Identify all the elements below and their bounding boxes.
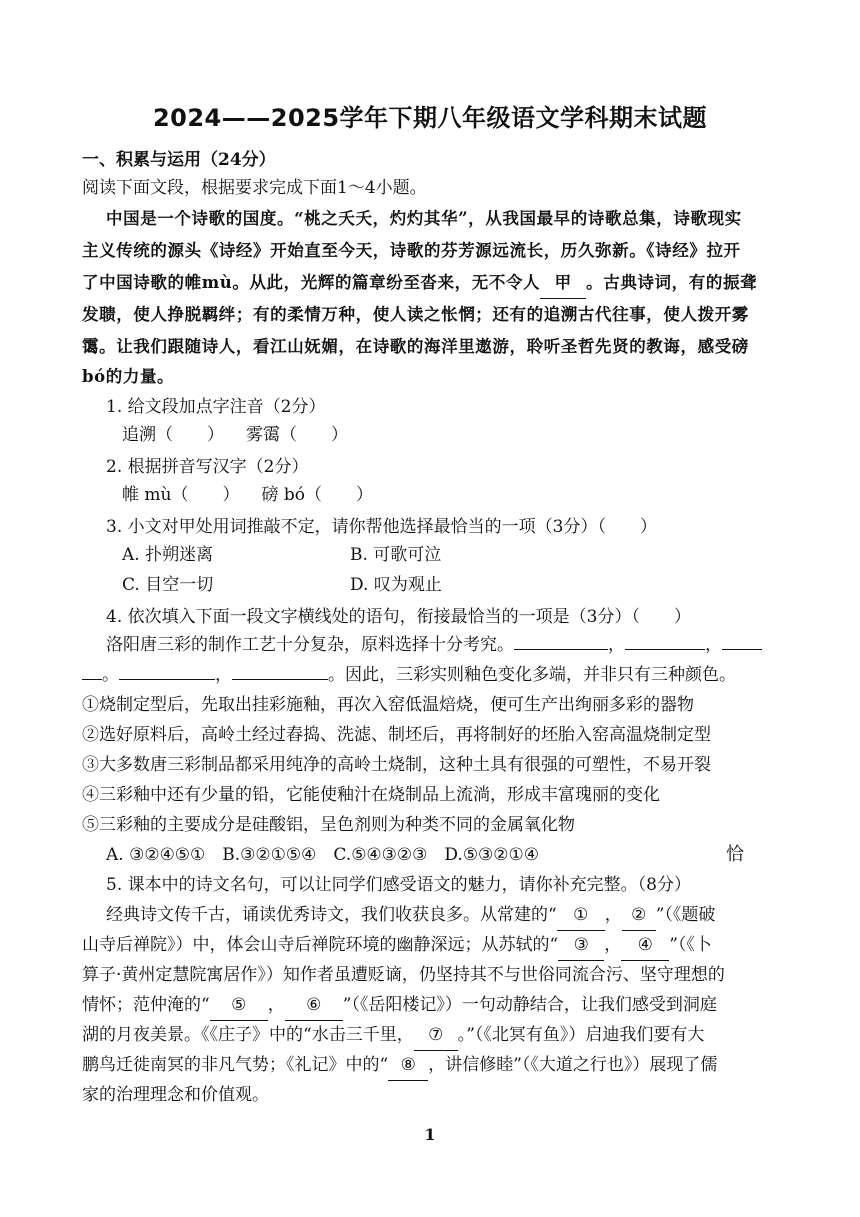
passage-line-5: 霭。让我们跟随诗人，看江山妩媚，在诗歌的海洋里遨游，聆听圣哲先贤的教诲，感受磅 — [82, 337, 749, 356]
passage-text: 。古典诗词，有的振聋 — [586, 273, 758, 292]
q4-line-2: 。 ， 。因此，三彩实则釉色变化多端，并非只有三种颜色。 — [82, 660, 736, 690]
passage-line-2: 主义传统的源头《诗经》开始直至今天，诗歌的芬芳源远流长，历久弥新。《诗经》拉开 — [82, 241, 741, 260]
q4-sentence-2: ②选好原料后，高岭土经过舂捣、洗滤、制坯后，再将制好的坯胎入窑高温烧制定型 — [82, 725, 711, 745]
exam-title: 2024——2025学年下期八年级语文学科期末试题 — [152, 104, 708, 132]
q3-stem: 3. 小文对甲处用词推敲不定，请你帮他选择最恰当的一项（3分）（ ） — [106, 517, 657, 537]
q5-line-5: 湖的月夜美景。《《庄子》中的“水击三千里， ⑦ 。”（《北冥有鱼》）启迪我们要有大 — [82, 1020, 704, 1051]
q4-sentence-5: ⑤三彩釉的主要成分是硅酸铝，呈色剂则为种类不同的金属氧化物 — [82, 815, 575, 835]
blank-1: ① — [557, 900, 605, 931]
q5-stem: 5. 课本中的诗文名句，可以让同学们感受语文的魅力，请你补充完整。（8分） — [106, 875, 691, 895]
blank-8: ⑧ — [388, 1050, 428, 1081]
blank-2: ② — [622, 900, 656, 931]
q4-stem: 4. 依次填入下面一段文字横线处的语句，衔接最恰当的一项是（3分）（ ） — [106, 607, 691, 627]
q5-line-4: 情怀；范仲淹的“ ⑤ ， ⑥ ”（《岳阳楼记》）一句动静结合，让我们感受到洞庭 — [82, 990, 717, 1021]
blank-4: ④ — [621, 930, 669, 961]
page-number: 1 — [424, 1125, 436, 1144]
handwritten-mark: 恰 — [726, 844, 744, 865]
q1-item-1: 追溯（ — [122, 425, 173, 445]
q1-items: 追溯（ ） 雾霭（ ） — [122, 425, 348, 445]
section-intro: 阅读下面文段，根据要求完成下面1～4小题。 — [82, 178, 427, 198]
blank-5: ⑤ — [210, 990, 268, 1021]
q5-line-1: 经典诗文传千古，诵读优秀诗文，我们收获良多。从常建的“ ① ， ② ”（《题破 — [106, 900, 715, 931]
passage-text: 了中国诗歌的帷mù。从此，光辉的篇章纷至沓来，无不令人 — [82, 273, 541, 292]
passage-line-4: 发聩，使人挣脱羁绊；有的柔情万种，使人读之怅惘；还有的追溯古代往事，使人拨开雾 — [82, 305, 749, 324]
q3-option-c: C. 目空一切 — [122, 575, 214, 595]
q4-sentence-4: ④三彩釉中还有少量的铅，它能使釉汁在烧制品上流淌，形成丰富瑰丽的变化 — [82, 785, 660, 805]
q1-item-2: 雾霭（ — [246, 425, 297, 445]
q5-line-6: 鹏鸟迁徙南冥的非凡气势；《礼记》中的“ ⑧ ，讲信修睦”（《大道之行也》）展现了儒 — [82, 1050, 717, 1081]
q1-stem: 1. 给文段加点字注音（2分） — [106, 397, 326, 417]
blank-6: ⑥ — [285, 990, 343, 1021]
q5-line-7: 家的治理理念和价值观。 — [82, 1085, 269, 1105]
q3-option-d: D. 叹为观止 — [350, 575, 442, 595]
blank-jia: 甲 — [540, 268, 586, 299]
q3-option-a: A. 扑朔迷离 — [122, 545, 214, 565]
q5-line-2: 山寺后禅院》）中，体会山寺后禅院环境的幽静深远；从苏轼的“ ③ ， ④ ”（《卜 — [82, 930, 712, 961]
q4-line-1: 洛阳唐三彩的制作工艺十分复杂，原料选择十分考究。 ， ， — [106, 630, 762, 660]
blank-7: ⑦ — [414, 1020, 458, 1051]
passage-line-1: 中国是一个诗歌的国度。“桃之夭夭，灼灼其华”，从我国最早的诗歌总集，诗歌现实 — [106, 209, 742, 228]
q4-sentence-3: ③大多数唐三彩制品都采用纯净的高岭土烧制，这种土具有很强的可塑性，不易开裂 — [82, 755, 711, 775]
passage-line-3 — [82, 268, 757, 299]
q2-item-2: 磅 bó（ — [261, 485, 323, 505]
q2-item-1: 帷 mù（ — [122, 485, 189, 505]
q5-line-3: 算子·黄州定慧院寓居作》）知作者虽遭贬谪，仍坚持其不与世俗同流合污、坚守理想的 — [82, 965, 725, 985]
blank-3: ③ — [558, 930, 604, 961]
passage-line-6: bó的力量。 — [82, 367, 175, 386]
q4-sentence-1: ①烧制定型后，先取出挂彩施釉，再次入窑低温焙烧，便可生产出绚丽多彩的器物 — [82, 695, 694, 715]
q3-option-b: B. 可歌可泣 — [350, 545, 442, 565]
q2-stem: 2. 根据拼音写汉字（2分） — [106, 457, 309, 477]
q4-options: A. ③②④⑤① B.③②①⑤④ C.⑤④③②③ D.⑤③②①④ — [106, 845, 540, 865]
section-heading: 一、积累与运用（24分） — [82, 150, 276, 170]
q2-items: 帷 mù（ ） 磅 bó（ ） — [122, 485, 374, 505]
